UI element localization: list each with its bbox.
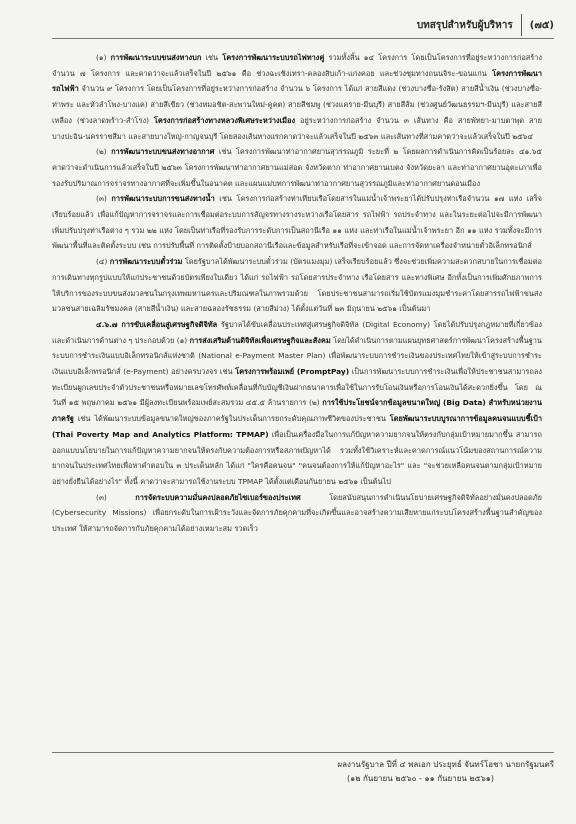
text-segment: อยู่ระหว่างการก่อสร้าง จำนวน ๓ เส้นทาง คือ สายพัทยา-มาบตาพุด สายบางปะอิน-นครราชสีมา และสายบางใหญ่-กาญจนบุรี โดยสองเส้นทางแรกคาดว่าจะแล้วเสร็จในปี ๒๕๖๓ และเส้นทางที่สามคาดว่าจะแล้วเสร็จในปี ๒๕๖๔ — [52, 115, 542, 141]
text-segment: (๔) — [96, 257, 110, 267]
bold-text-segment: การขับเคลื่อนสู่เศรษฐกิจดิจิทัล — [121, 319, 218, 329]
bold-text-segment: โดยพัฒนาระบบบูรณาการข้อมูลคนจนแบบชี้เป้า (Thai Poverty Map and Analytics Platform: TPMAP) — [52, 414, 542, 439]
bold-text-segment: ๔.๖.๗ — [96, 319, 122, 329]
text-segment: (๓) — [96, 492, 136, 502]
paragraph-common-ticket — [52, 254, 542, 317]
paragraph-land-transport — [52, 50, 542, 144]
bold-text-segment: การใช้ประโยชน์จากข้อมูลขนาดใหญ่ (Big Data) สำหรับหน่วยงานภาครัฐ — [52, 398, 542, 424]
bold-text-segment: โครงการพัฒนาระบบรถไฟทางคู่ — [222, 53, 325, 62]
footer-line-1: ผลงานรัฐบาล ปีที่ ๔ พลเอก ประยุทธ์ จันทร์โอชา นายกรัฐมนตรี — [337, 760, 554, 769]
paragraph-water-transport — [52, 191, 542, 254]
text-segment: (๓) — [96, 194, 112, 204]
bold-text-segment: การจัดระบบความมั่นคงปลอดภัยไซเบอร์ของประเทศ — [135, 492, 301, 502]
text-segment: โดยสนับสนุนการดำเนินนโยบายเศรษฐกิจดิจิทัลอย่างมั่นคงปลอดภัย (Cybersecurity Missions) เพื่อยกระดับในการเฝ้าระวังและจัดการภัยคุกคามที่จะเกิดขึ้นและอาจสร้างความเสียหายแก่ระบบโครงสร้างพื้นฐานสำคัญของประเทศ ให้สามารถจัดการกับภัยคุกคามได้อย่างเหมาะสม รวดเร็ว — [52, 492, 542, 534]
bold-text-segment: การพัฒนาระบบขนส่งทางอากาศ — [111, 147, 215, 157]
text-segment: เป็นการพัฒนาระบบการชำระเงินเพื่อให้ประชาชนสามารถลงทะเบียนผูกเลขประจำตัวประชาชนหรือหมายเลขโทรศัพท์เคลื่อนที่กับบัญชีเงินฝากธนาคารเพื่อใช้ในการรับโอนเงินหรือการโอนเงินได้สะดวกยิ่งขึ้น โดย ณ วันที่ ๑๕ พฤษภาคม ๒๕๖๑ มีผู้ลงทะเบียนพร้อมเพย์สะสมรวม ๔๕.๕ ล้านรายการ (๒) — [52, 367, 542, 408]
page-number: (๗๕) — [529, 19, 554, 31]
paragraph-air-transport — [52, 144, 542, 191]
header-divider — [521, 14, 522, 36]
footer-line-2: (๑๒ กันยายน ๒๕๖๐ - ๑๑ กันยายน ๒๕๖๑) — [347, 774, 494, 783]
header-title: บทสรุปสำหรับผู้บริหาร — [416, 19, 513, 31]
page-header — [417, 14, 554, 36]
text-segment: รัฐบาลได้ขับเคลื่อนประเทศสู่เศรษฐกิจดิจิทัล (Digital Economy) โดยได้ปรับปรุงกฎหมายที่เกี่ยวข้อง และดำเนินการด้านต่าง ๆ ประกอบด้วย (๑) — [52, 319, 542, 345]
bold-text-segment: การพัฒนาระบบตั๋วร่วม — [109, 257, 183, 267]
text-segment: เพื่อเป็นเครื่องมือในการแก้ปัญหาความยากจนให้ตรงกับกลุ่มเป้าหมายมากขึ้น สามารถออกแบบนโยบายในการแก้ปัญหาความยากจนให้ตรงกับความต้องการหรือสภาพปัญหาได้ รวมทั้งใช้วิเคราะห์และคาดการณ์แนวโน้มของสถานการณ์ความยากจนในประเทศไทยเพื่อหาคำตอบใน ๓ ประเด็นหลัก ได้แก่ "ใครคือคนจน" "คนจนต้องการให้แก้ปัญหาอะไร" และ "จะช่วยเหลือคนจนตามกลุ่มเป้าหมายอย่างยั่งยืนได้อย่างไร" ทั้งนี้ คาดว่าจะสามารถใช้งานระบบ TPMAP ได้ตั้งแต่เดือนกันยายน ๒๕๖๑ เป็นต้นไป — [52, 429, 542, 486]
bold-text-segment: การพัฒนาระบบการขนส่งทางน้ำ — [111, 194, 215, 204]
text-segment: เช่น โครงการพัฒนาท่าอากาศยานสุวรรณภูมิ ระยะที่ ๒ โดยผลการดำเนินการคิดเป็นร้อยละ ๔๑.๖๕ คาดว่าจะดำเนินการแล้วเสร็จในปี ๒๕๖๓ โครงการพัฒนาท่าอากาศยานแม่สอด จังหวัดตาก ท่าอากาศยานเบตง จังหวัดยะลา และท่าอากาศยานอุตะเภาเพื่อรองรับปริมาณการจราจรทางอากาศที่จะเพิ่มขึ้นในอนาคต และแผนแม่บทการพัฒนาท่าอากาศยานสุวรรณภูมิและท่าอากาศยานดอนเมือง — [52, 147, 542, 188]
text-segment: โดยได้ดำเนินการตามแผนยุทธศาสตร์การพัฒนาโครงสร้างพื้นฐานระบบการชำระเงินแบบอิเล็กทรอนิกส์แห่งชาติ (National e-Payment Master Plan) เพื่อพัฒนาระบบการชำระเงินของประเทศไทยให้เข้าสู่ระบบการชำระเงินแบบอิเล็กทรอนิกส์ (e-Payment) อย่างครบวงจร เช่น — [52, 335, 542, 377]
text-segment: เช่น — [201, 53, 223, 62]
document-body — [52, 50, 542, 740]
text-segment: จำนวน ๙ โครงการ โดยเป็นโครงการที่อยู่ระหว่างการก่อสร้าง จำนวน ๖ โครงการ ได้แก่ สายสีแดง (ช่วงบางซื่อ-รังสิต) สายสีน้ำเงิน (ช่วงบางซื่อ-ท่าพระ และหัวลำโพง-บางแค) สายสีเขียว (ช่วงหมอชิต-สะพานใหม่-คูคต) สายสีชมพู (ช่วงแคราย-มีนบุรี) สายสีส้ม (ช่วงศูนย์วัฒนธรรมฯ-มีนบุรี) และสายสีเหลือง (ช่วงลาดพร้าว-สำโรง) — [52, 84, 542, 125]
bold-text-segment: โครงการพัฒนารถไฟฟ้า — [52, 68, 542, 94]
text-segment: (๒) — [96, 147, 112, 157]
bold-text-segment: การพัฒนาระบบขนส่งทางบก — [110, 53, 202, 62]
paragraph-digital-economy — [52, 317, 542, 490]
text-segment: รวมทั้งสิ้น ๑๔ โครงการ โดยเป็นโครงการที่อยู่ระหว่างการก่อสร้าง จำนวน ๗ โครงการ และคาดว่าจะแล้วเสร็จในปี ๒๕๖๑ คือ ช่วงฉะเชิงเทรา-คลองสิบเก้า-แก่งคอย และช่วงชุมทางถนนจิระ-ขอนแก่น — [52, 53, 542, 78]
text-segment: (๑) — [96, 53, 111, 62]
text-segment: เช่น ได้พัฒนาระบบข้อมูลขนาดใหญ่ของภาครัฐในประเด็นการยกระดับคุณภาพชีวิตของประชาชน — [74, 414, 390, 424]
footer-rule — [52, 752, 554, 753]
bold-text-segment: โครงการพร้อมเพย์ (PromptPay) — [235, 367, 350, 377]
header-rule — [52, 38, 554, 39]
text-segment: เช่น โครงการก่อสร้างท่าเทียบเรือโดยสารในแม่น้ำเจ้าพระยาได้ปรับปรุงท่าเรือจำนวน ๑๗ แห่ง เสร็จเรียบร้อยแล้ว เพื่อแก้ปัญหาการจราจรและการเชื่อมต่อระบบการสัญจรทางรางระหว่างเรือโดยสาร รถไฟฟ้า รถประจำทาง และในระยะต่อไปจะมีการพัฒนาเพิ่มปรับปรุงท่าเรือต่าง ๆ รวม ๒๒ แห่ง โดยเป็นท่าเรือที่รองรับการระดับการเป็นสถานีเรือ ๑๑ แห่ง และท่าเรือในแม่น้ำเจ้าพระยา อีก ๑๑ แห่ง รวมทั้งจะมีการพัฒนาพื้นที่และติดตั้งระบบ เช่น การปรับพื้นที่ การติดตั้งป้ายบอกสถานีเรือและข้อมูลสำหรับเรือที่จะเข้าจอด และการจัดหาเครื่องจำหน่ายตั๋วอิเล็กทรอนิกส์ — [52, 194, 542, 251]
paragraph-cybersecurity — [52, 490, 542, 537]
page-footer — [52, 758, 554, 786]
text-segment: โดยรัฐบาลได้พัฒนาระบบตั๋วร่วม (บัตรแมงมุม) เสร็จเรียบร้อยแล้ว ซึ่งจะช่วยเพิ่มความสะดวกสบายในการเชื่อมต่อการเดินทางทุกรูปแบบให้แก่ประชาชนด้วยบัตรเพียงใบเดียว ได้แก่ รถไฟฟ้า รถโดยสารประจำทาง เรือโดยสาร และทางพิเศษ อีกทั้งเป็นการเพิ่มศักยภาพการให้บริการของระบบขนส่งมวลชนในกรุงเทพมหานครและปริมณฑลในภาพรวมด้วย โดยประชาชนสามารถเริ่มใช้บัตรแมงมุมชำระค่าโดยสารรถไฟฟ้าขนส่งมวลชนสายเฉลิมรัชมงคล (สายสีน้ำเงิน) และสายฉลองรัชธรรม (สายสีม่วง) ได้ตั้งแต่วันที่ ๒๓ มิถุนายน ๒๕๖๑ เป็นต้นมา — [52, 257, 542, 314]
bold-text-segment: การส่งเสริมด้านดิจิทัลเพื่อเศรษฐกิจและสังคม — [189, 335, 331, 345]
bold-text-segment: โครงการก่อสร้างทางหลวงพิเศษระหว่างเมือง — [153, 115, 296, 125]
